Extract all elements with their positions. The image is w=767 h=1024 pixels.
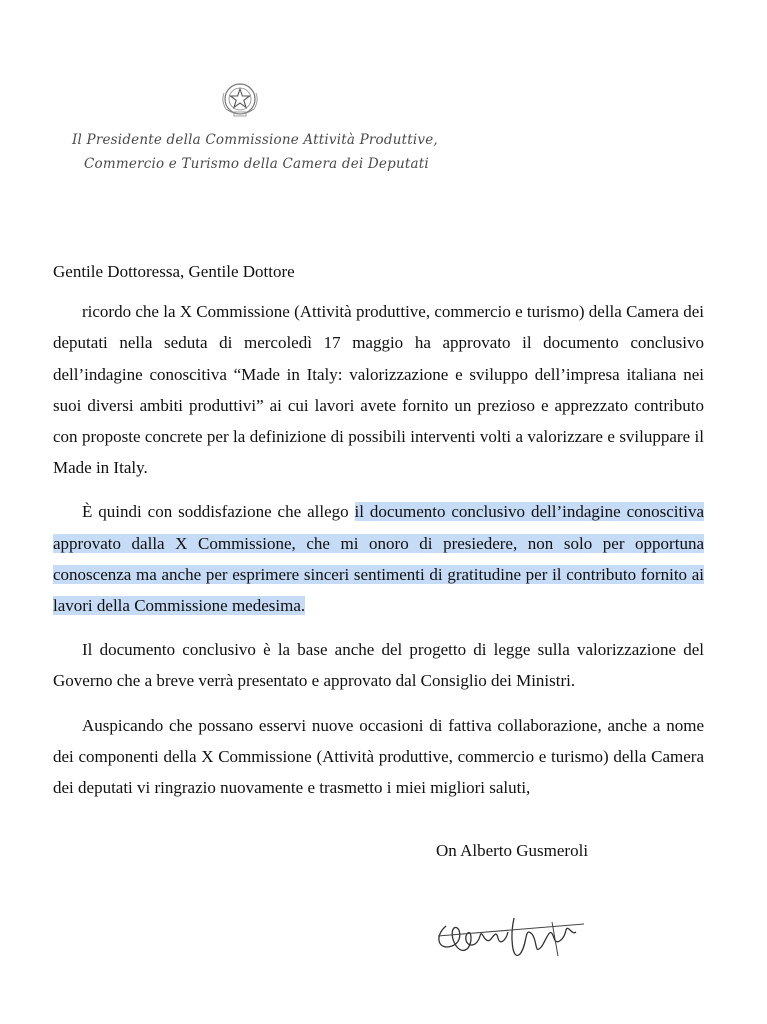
signer-name: On Alberto Gusmeroli — [436, 841, 589, 860]
paragraph-3: Il documento conclusivo è la base anche del progetto di legge sulla valorizzazione del Governo che a breve verrà presentato e approvato dal Consiglio dei Ministri. — [53, 640, 704, 691]
paragraph-1: ricordo che la X Commissione (Attività produttive, commercio e turismo) della Camera dei deputati nella seduta di mercoledì 17 maggio ha approvato il documento conclusivo dell’indagine conoscitiva “Made in Italy: valorizzazione e sviluppo dell’impresa italiana nei suoi diversi ambiti produttivi” ai cui lavori avete fornito un prezioso e apprezzato contributo con proposte concrete per la definizione di possibili interventi volti a valorizzare e sviluppare il Made in Italy. — [53, 302, 704, 478]
paragraph-2-lead: È quindi con soddisfazione che allego — [82, 502, 355, 522]
letter-body — [53, 256, 704, 816]
letterhead-line-1: Il Presidente della Commissione Attività Produttive, — [72, 132, 438, 148]
letterhead-line-2: Commercio e Turismo della Camera dei Deputati — [84, 156, 429, 172]
letterhead — [72, 128, 438, 176]
handwritten-signature — [424, 896, 594, 976]
paragraph-2 — [53, 496, 704, 621]
paragraph-4: Auspicando che possano esservi nuove occasioni di fattiva collaborazione, anche a nome dei componenti della X Commissione (Attività produttive, commercio e turismo) della Camera dei deputati vi ringrazio nuovamente e trasmetto i miei migliori saluti, — [53, 715, 704, 798]
italian-republic-emblem-icon — [219, 79, 261, 121]
salutation: Gentile Dottoressa, Gentile Dottore — [53, 262, 295, 281]
highlighted-selection[interactable]: il documento conclusivo dell’indagine conoscitiva approvato dalla X Commissione, che mi onoro di presiedere, non solo per opportuna conoscenza ma anche per esprimere sinceri sentimenti di gratitudine per il contributo fornito ai lavori della Commissione medesima. — [53, 502, 705, 616]
